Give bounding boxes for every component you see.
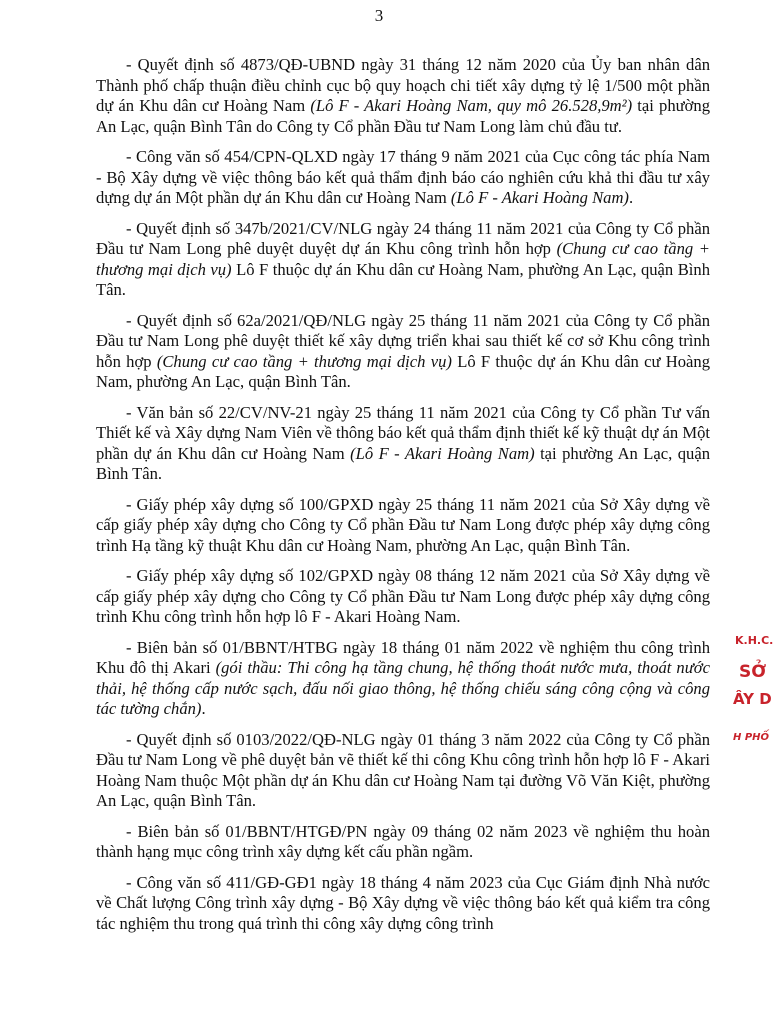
paragraph-7 (96, 566, 710, 628)
page-number: 3 (374, 6, 384, 25)
stamp-text-2: SỞ (739, 662, 767, 682)
stamp-text-1: K.H.C. (735, 634, 773, 647)
paragraph-10 (96, 822, 710, 863)
italic-text: (gói thầu: Thi công hạ tầng chung, hệ thống thoát nước mưa, thoát nước thải, hệ thống cấp nước sạch, đấu nối giao thông, hệ thống chiếu sáng công cộng và công tác tường chắn) (96, 658, 711, 718)
paragraph-5 (96, 403, 710, 485)
paragraph-text: - Công văn số 411/GĐ-GĐ1 ngày 18 tháng 4 năm 2023 của Cục Giám định Nhà nước về Chất lượng Công trình xây dựng - Bộ Xây dựng về việc thông báo kết quả kiểm tra công tác nghiệm thu trong quá trình thi công xây dựng công trình (96, 872, 710, 933)
paragraph-text: tại phường An Lạc, quận Bình Tân. (96, 443, 710, 483)
paragraph-text: - Giấy phép xây dựng số 102/GPXD ngày 08 tháng 12 năm 2021 của Sở Xây dựng về cấp giấy phép xây dựng cho Công ty Cổ phần Đầu tư Nam Long được phép xây dựng công trình Khu công trình hỗn hợp lô F - Akari Hoàng Nam. (96, 566, 710, 626)
paragraph-3 (96, 219, 710, 301)
paragraph-text: Lô F thuộc dự án Khu dân cư Hoàng Nam, phường An Lạc, quận Bình Tân. (96, 259, 710, 299)
paragraph-text: . (201, 699, 206, 718)
paragraph-text: - Biên bản số 01/BBNT/HTGĐ/PN ngày 09 tháng 02 năm 2023 về nghiệm thu hoàn thành hạng mục công trình xây dựng kết cấu phần ngầm. (96, 821, 710, 861)
paragraph-text: tại phường An Lạc, quận Bình Tân do Công ty Cổ phần Đầu tư Nam Long làm chủ đầu tư. (96, 96, 710, 136)
paragraph-text: Lô F thuộc dự án Khu dân cư Hoàng Nam, phường An Lạc, quận Bình Tân. (96, 351, 710, 391)
stamp-text-4: H PHỐ (733, 732, 770, 743)
paragraph-9 (96, 730, 710, 812)
red-stamp-fragment (727, 628, 773, 758)
paragraph-text: . (628, 188, 634, 207)
italic-text: (Lô F - Akari Hoàng Nam) (350, 443, 535, 463)
paragraph-text: - Quyết định số 4873/QĐ-UBND ngày 31 tháng 12 năm 2020 của Ủy ban nhân dân Thành phố chấp thuận điều chỉnh cục bộ quy hoạch chi tiết xây dựng tỷ lệ 1/500 một phần dự án Khu dân cư Hoàng Nam (96, 55, 710, 115)
paragraph-6 (96, 495, 710, 557)
italic-text: (Chung cư cao tầng + thương mại dịch vụ) (96, 239, 710, 279)
paragraph-text: - Công văn số 454/CPN-QLXD ngày 17 tháng 9 năm 2021 của Cục công tác phía Nam - Bộ Xây dựng về việc thông báo kết quả thẩm định báo cáo nghiên cứu khả thi đầu tư xây dựng dự án Một phần dự án Khu dân cư Hoàng Nam (96, 147, 710, 207)
paragraph-8 (96, 638, 710, 720)
paragraph-text: - Quyết định số 62a/2021/QĐ/NLG ngày 25 tháng 11 năm 2021 của Công ty Cổ phần Đầu tư Nam Long phê duyệt thiết kế xây dựng triển khai sau thiết kế cơ sở Khu công trình hỗn hợp (96, 310, 710, 371)
italic-text: (Chung cư cao tầng + thương mại dịch vụ) (156, 351, 452, 371)
italic-text: (Lô F - Akari Hoàng Nam, quy mô 26.528,9m²) (310, 96, 633, 115)
paragraph-text: - Giấy phép xây dựng số 100/GPXD ngày 25 tháng 11 năm 2021 của Sở Xây dựng về cấp giấy phép xây dựng cho Công ty Cổ phần Đầu tư Nam Long được phép xây dựng công trình Hạ tầng kỹ thuật Khu dân cư Hoàng Nam, phường An Lạc, quận Bình Tân. (96, 494, 710, 555)
italic-text: (Lô F - Akari Hoàng Nam) (450, 188, 629, 207)
paragraph-1 (96, 55, 710, 137)
paragraph-4 (96, 311, 710, 393)
paragraph-text: - Quyết định số 0103/2022/QĐ-NLG ngày 01 tháng 3 năm 2022 của Công ty Cổ phần Đầu tư Nam Long về phê duyệt bản vẽ thiết kế thi công Khu công trình hỗn hợp lô F - Akari Hoàng Nam thuộc Một phần dự án Khu dân cư Hoàng Nam tại đường Võ Văn Kiệt, phường An Lạc, quận Bình Tân. (96, 729, 710, 810)
paragraph-text: - Quyết định số 347b/2021/CV/NLG ngày 24 tháng 11 năm 2021 của Công ty Cổ phần Đầu tư Nam Long phê duyệt duyệt dự án Khu công trình hỗn hợp (96, 218, 710, 258)
document-body (96, 55, 710, 944)
stamp-text-3: ÂY D (733, 690, 772, 708)
paragraph-text: - Văn bản số 22/CV/NV-21 ngày 25 tháng 11 năm 2021 của Công ty Cổ phần Tư vấn Thiết kế và Xây dựng Nam Viên về thông báo kết quả thẩm định thiết kế kỹ thuật dự án Một phần dự án Khu dân cư Hoàng Nam (96, 402, 710, 463)
paragraph-text: - Biên bản số 01/BBNT/HTBG ngày 18 tháng 01 năm 2022 về nghiệm thu công trình Khu đô thị Akari (96, 637, 710, 677)
paragraph-2 (96, 147, 710, 209)
paragraph-11 (96, 873, 710, 935)
